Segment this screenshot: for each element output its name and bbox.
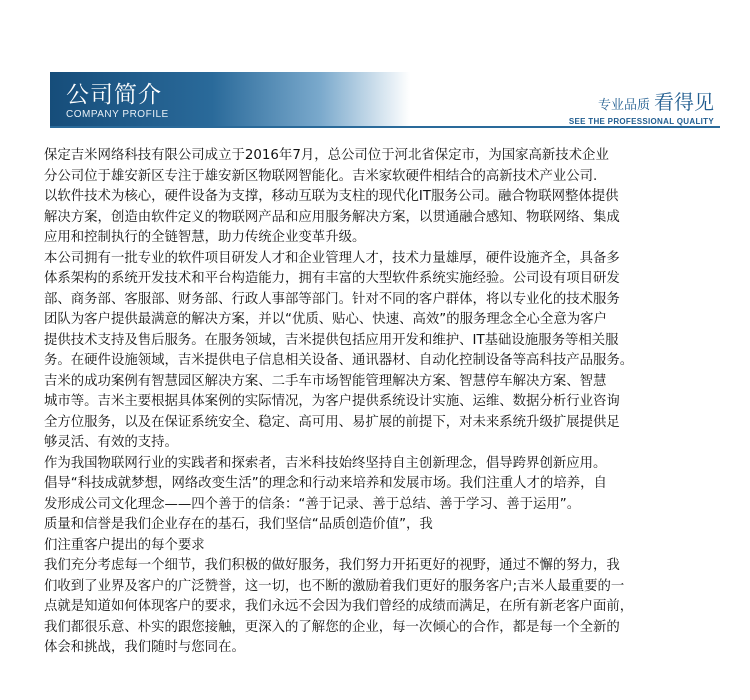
company-profile-text	[44, 146, 724, 659]
text-line: 务。在硬件设施领域，吉米提供电子信息相关设备、通讯器材、自动化控制设备等高科技产品服务。	[44, 353, 634, 368]
text-line: 们注重客户提出的每个要求	[44, 537, 205, 553]
text-line: 质量和信誉是我们企业存在的基石，我们坚信“品质创造价值”，我	[44, 517, 433, 532]
text-line: 本公司拥有一批专业的软件项目研发人才和企业管理人才，技术力量雄厚，硬件设施齐全，具备多	[44, 250, 620, 266]
section-title: 公司简介	[66, 82, 162, 108]
text-line: 保定吉米网络科技有限公司成立于2016年7月，总公司位于河北省保定市，为国家高新技术企业	[44, 148, 609, 163]
banner-slogan-block	[569, 86, 714, 126]
section-subtitle: COMPANY PROFILE	[66, 109, 169, 120]
text-line: 作为我国物联网行业的实践者和探索者，吉米科技始终坚持自主创新理念，倡导跨界创新应用。	[44, 455, 607, 471]
text-line: 部、商务部、客服部、财务部、行政人事部等部门。针对不同的客户群体，将以专业化的技术服务	[44, 291, 620, 307]
text-line: 我们都很乐意、朴实的跟您接触，更深入的了解您的企业，每一次倾心的合作，都是每一个全新的	[44, 619, 620, 635]
text-line: 城市等。吉米主要根据具体案例的实际情况，为客户提供系统设计实施、运维、数据分析行业咨询	[44, 394, 620, 409]
text-line: 发形成公司文化理念——四个善于的信条：“善于记录、善于总结、善于学习、善于运用”。	[44, 496, 581, 512]
slogan-english: SEE THE PROFESSIONAL QUALITY	[568, 117, 714, 126]
text-line: 们收到了业界及客户的广泛赞誉，这一切，也不断的激励着我们更好的服务客户;吉米人最重要的一	[44, 578, 625, 594]
text-line: 全方位服务，以及在保证系统安全、稳定、高可用、易扩展的前提下，对未来系统升级扩展提供足	[44, 414, 620, 430]
text-line: 应用和控制执行的全链智慧，助力传统企业变革升级。	[44, 230, 366, 245]
section-banner	[50, 72, 720, 128]
text-line: 解决方案，创造由软件定义的物联网产品和应用服务解决方案，以贯通融合感知、物联网络、集成	[44, 209, 620, 225]
banner-title-block	[50, 72, 410, 128]
text-line: 以软件技术为核心，硬件设备为支撑，移动互联为支柱的现代化IT服务公司。融合物联网整体提供	[44, 189, 619, 204]
text-line: 体会和挑战，我们随时与您同在。	[44, 640, 245, 655]
banner-divider	[50, 126, 720, 128]
slogan-big: 看得见	[654, 90, 714, 114]
text-line: 倡导“科技成就梦想，网络改变生活”的理念和行动来培养和发展市场。我们注重人才的培养，自	[44, 476, 607, 491]
text-line: 点就是知道如何体现客户的要求，我们永远不会因为我们曾经的成绩而满足，在所有新老客户面前，	[44, 599, 634, 614]
text-line: 分公司位于雄安新区专注于雄安新区物联网智能化。吉米家软硬件相结合的高新技术产业公司.	[44, 168, 598, 184]
text-line: 吉米的成功案例有智慧园区解决方案、二手车市场智能管理解决方案、智慧停车解决方案、智慧	[44, 373, 607, 389]
slogan-small: 专业品质	[597, 98, 650, 113]
text-line: 够灵活、有效的支持。	[44, 435, 178, 450]
text-line: 提供技术支持及售后服务。在服务领域，吉米提供包括应用开发和维护、IT基础设施服务等相关服	[44, 332, 619, 348]
text-line: 体系架构的系统开发技术和平台构造能力，拥有丰富的大型软件系统实施经验。公司设有项目研发	[44, 271, 620, 286]
text-line: 团队为客户提供最满意的解决方案，并以“优质、贴心、快速、高效”的服务理念全心全意为客户	[44, 312, 607, 327]
text-line: 我们充分考虑每一个细节，我们积极的做好服务，我们努力开拓更好的视野，通过不懈的努力，我	[44, 558, 620, 573]
slogan	[569, 86, 714, 115]
